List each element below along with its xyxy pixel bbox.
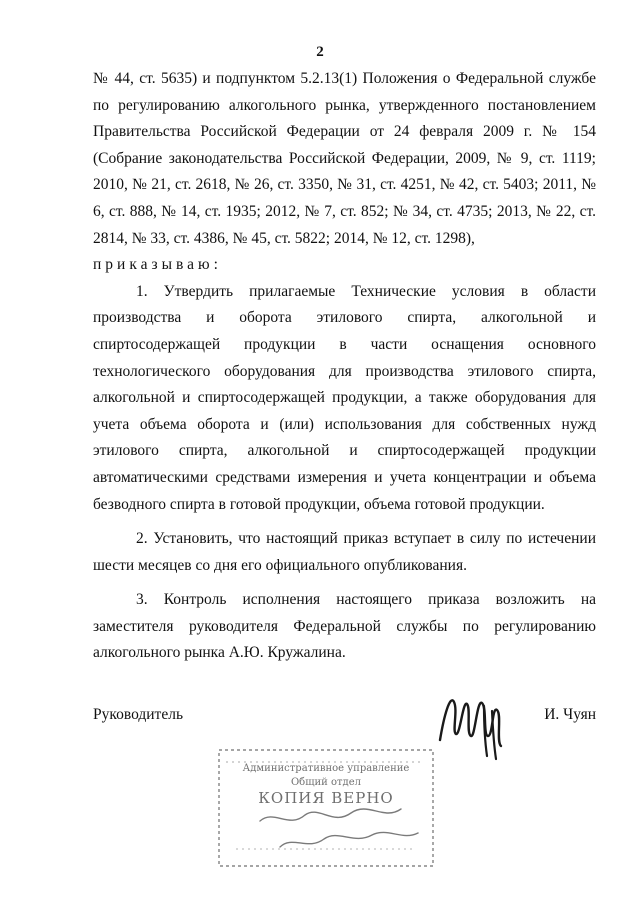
signature-block	[93, 706, 596, 736]
decree-word: приказываю:	[93, 256, 222, 274]
intro-paragraph: № 44, ст. 5635) и подпунктом 5.2.13(1) Положения о Федеральной службе по регулированию алкогольного рынка, утвержденного постановлением Правительства Российской Федерации от 24 февраля 2009 г. № 154 (Собрание законодательства Российской Федерации, 2009, № 9, ст. 1119; 2010, № 21, ст. 2618, № 26, ст. 3350, № 31, ст. 4251, № 42, ст. 5403; 2011, № 6, ст. 888, № 14, ст. 1935; 2012, № 7, ст. 852; № 34, ст. 4735; 2013, № 22, ст. 2814, № 33, ст. 4386, № 45, ст. 5822; 2014, № 12, ст. 1298),	[93, 70, 596, 247]
approval-stamp-icon	[218, 749, 434, 867]
item-paragraph-2: 2. Установить, что настоящий приказ вступает в силу по истечении шести месяцев со дня его официального опубликования.	[93, 530, 596, 574]
document-body	[93, 66, 596, 667]
item-paragraph-1: 1. Утвердить прилагаемые Технические условия в области производства и оборота этилового спирта, алкогольной и спиртосодержащей продукции в части оснащения основного технологического оборудования для производства этилового спирта, алкогольной и спиртосодержащей продукции, а также оборудования для учета объема оборота и (или) использования для собственных нужд этилового спирта, алкогольной и спиртосодержащей продукции автоматическими средствами измерения и учета концентрации и объема безводного спирта в готовой продукции, объема готовой продукции.	[93, 282, 596, 513]
stamp-line-2: Общий отдел	[290, 777, 362, 788]
signer-name: И. Чуян	[544, 706, 596, 723]
stamp-line-1: Административное управление	[242, 763, 410, 774]
stamp-copy-label: КОПИЯ ВЕРНО	[258, 789, 394, 807]
signer-title: Руководитель	[93, 706, 184, 723]
handwritten-signature-icon	[432, 676, 518, 762]
page-number: 2	[316, 44, 324, 60]
item-paragraph-3: 3. Контроль исполнения настоящего приказа возложить на заместителя руководителя Федеральной службы по регулированию алкогольного рынка А.Ю. Кружалина.	[93, 591, 596, 662]
